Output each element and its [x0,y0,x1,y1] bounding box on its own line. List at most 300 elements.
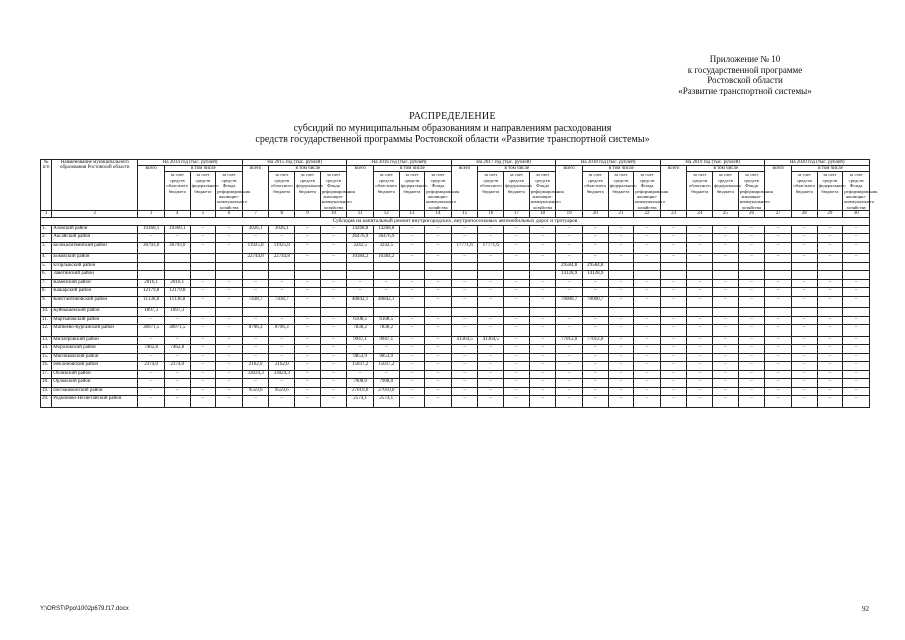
value-cell: – [660,362,687,371]
value-cell [713,271,739,280]
value-cell [451,308,478,317]
value-cell: – [582,345,608,354]
value-cell: – [504,288,530,297]
value-cell: – [687,345,713,354]
value-cell: – [765,325,792,337]
value-cell: – [504,370,530,379]
value-cell: – [216,279,243,288]
value-cell: – [791,370,817,379]
table-row [41,316,870,325]
value-cell: – [425,345,452,354]
value-cell: – [582,387,608,396]
value-cell: – [738,345,765,354]
value-cell: – [634,370,661,379]
value-cell: 33024,3 [269,370,295,379]
value-cell: 10384,2 [347,254,374,263]
value-cell [817,308,843,317]
column-number: 9 [295,211,321,218]
value-cell: – [529,296,556,308]
value-cell: – [738,353,765,362]
value-cell: – [687,387,713,396]
value-cell [242,262,269,271]
value-cell [138,254,165,263]
value-cell: – [478,353,504,362]
value-cell: – [765,336,792,345]
header-num: № п/п [41,160,52,211]
row-number: 16. [41,362,52,371]
value-cell: – [582,379,608,388]
value-cell: – [478,325,504,337]
value-cell: – [190,325,216,337]
value-cell: – [634,387,661,396]
value-cell: – [791,325,817,337]
value-cell: – [478,254,504,263]
value-cell: – [320,370,347,379]
value-cell: – [634,316,661,325]
value-cell: – [608,279,634,288]
value-cell: 2374,0 [164,362,190,371]
value-cell [765,262,792,271]
value-cell: – [269,336,295,345]
value-cell: 11925,8 [269,242,295,254]
value-cell: – [713,225,739,234]
value-cell: – [347,345,374,354]
value-cell: – [713,387,739,396]
value-cell: – [529,396,556,408]
value-cell: – [660,353,687,362]
value-cell: – [164,396,190,408]
column-number: 17 [504,211,530,218]
district-name: Морозовский район [52,345,138,354]
value-cell: 8796,3 [269,325,295,337]
value-cell: 70000,7 [556,296,583,308]
value-cell: – [295,379,321,388]
value-cell: – [320,345,347,354]
header-name: Наименование муниципального образования Ростовской области [52,160,138,211]
value-cell: – [529,242,556,254]
value-cell: – [556,387,583,396]
value-cell: – [451,279,478,288]
value-cell [190,254,216,263]
value-cell: – [817,325,843,337]
value-cell: – [138,370,165,379]
value-cell: – [269,353,295,362]
column-number: 13 [399,211,425,218]
value-cell [190,271,216,280]
value-cell: 3026,1 [242,225,269,234]
value-cell: – [529,254,556,263]
value-cell [269,262,295,271]
header-federal-budget: за счет средств федерального бюджета [399,172,425,211]
value-cell: – [738,325,765,337]
value-cell: – [713,242,739,254]
value-cell: – [504,325,530,337]
column-number: 23 [660,211,687,218]
value-cell [504,271,530,280]
value-cell: 6108,5 [347,316,374,325]
value-cell: 40842,1 [347,296,374,308]
value-cell: – [190,353,216,362]
value-cell: – [608,325,634,337]
district-name: Мартыновский район [52,316,138,325]
value-cell: – [634,234,661,243]
value-cell: – [713,279,739,288]
value-cell: – [529,279,556,288]
value-cell: – [556,325,583,337]
value-cell: – [478,296,504,308]
value-cell: – [634,336,661,345]
appendix-line: «Развитие транспортной системы» [678,85,812,96]
value-cell: – [216,387,243,396]
value-cell: – [269,234,295,243]
value-cell [529,308,556,317]
value-cell: – [216,325,243,337]
value-cell: – [164,387,190,396]
value-cell: – [320,234,347,243]
value-cell: 14268,8 [347,225,374,234]
value-cell: – [765,279,792,288]
value-cell [738,262,765,271]
value-cell: – [608,362,634,371]
value-cell [713,308,739,317]
district-name: Неклиновский район [52,362,138,371]
value-cell: – [425,396,452,408]
value-cell: – [791,296,817,308]
value-cell: 22744,8 [242,254,269,263]
value-cell [478,262,504,271]
value-cell: – [425,225,452,234]
value-cell: – [687,325,713,337]
table-row [41,353,870,362]
value-cell [738,308,765,317]
value-cell: – [320,325,347,337]
value-cell: – [817,370,843,379]
value-cell: – [216,242,243,254]
value-cell: 7838,2 [373,325,399,337]
title-line-3: средств государственной программы Ростовской области «Развитие транспортной системы» [255,134,650,145]
value-cell [347,262,374,271]
value-cell: 36476,9 [373,234,399,243]
value-cell: – [582,370,608,379]
value-cell: – [817,242,843,254]
value-cell: – [634,345,661,354]
value-cell: – [529,370,556,379]
distribution-table [40,159,878,408]
value-cell: – [504,254,530,263]
value-cell: 7908,0 [373,379,399,388]
row-number: 2. [41,234,52,243]
table-row [41,362,870,371]
header-total: всего [138,166,165,211]
value-cell: – [242,396,269,408]
value-cell: – [556,379,583,388]
district-name: Константиновский район [52,296,138,308]
value-cell: – [687,254,713,263]
value-cell: – [425,325,452,337]
value-cell: 9559,6 [269,387,295,396]
value-cell: – [529,353,556,362]
value-cell [791,262,817,271]
value-cell: – [556,225,583,234]
value-cell [347,308,374,317]
value-cell: – [608,379,634,388]
value-cell: – [713,316,739,325]
value-cell: 6108,5 [373,316,399,325]
value-cell: – [738,288,765,297]
value-cell: – [190,279,216,288]
value-cell [164,262,190,271]
value-cell: 7438,7 [242,296,269,308]
value-cell: – [687,362,713,371]
value-cell [791,271,817,280]
value-cell: – [634,242,661,254]
district-name: Родионово-Несветайский район [52,396,138,408]
column-number: 11 [347,211,374,218]
value-cell: – [817,353,843,362]
value-cell: – [582,279,608,288]
value-cell [269,308,295,317]
column-number: 22 [634,211,661,218]
district-name: Боковский район [52,254,138,263]
value-cell: 11136,8 [138,296,165,308]
value-cell: – [451,396,478,408]
value-cell [451,271,478,280]
value-cell: – [504,316,530,325]
value-cell: – [529,345,556,354]
value-cell: – [556,353,583,362]
value-cell: – [478,234,504,243]
value-cell: – [216,345,243,354]
header-total: всего [556,166,583,211]
value-cell: – [738,279,765,288]
page-number: 92 [862,605,869,613]
value-cell: – [634,353,661,362]
value-cell: – [216,296,243,308]
row-number: 9. [41,296,52,308]
value-cell: – [451,225,478,234]
row-number: 14. [41,345,52,354]
header-housing-fund: за счет средств Фонда реформирования жилищно-коммунального хозяйства [844,172,878,210]
value-cell: – [843,288,870,297]
value-cell: – [556,362,583,371]
value-cell: – [791,288,817,297]
value-cell: – [451,234,478,243]
header-housing-fund: за счет средств Фонда реформирования жилищно-коммунального хозяйства [321,172,355,210]
value-cell: – [478,316,504,325]
value-cell: – [164,336,190,345]
column-number: 21 [608,211,634,218]
district-name: Кашарский район [52,288,138,297]
value-cell: – [451,325,478,337]
value-cell: – [713,296,739,308]
header-total: всего [347,166,374,211]
value-cell [608,271,634,280]
value-cell: – [478,288,504,297]
value-cell: – [216,370,243,379]
table-row [41,279,870,288]
value-cell: – [608,387,634,396]
value-cell: – [738,362,765,371]
row-number: 7. [41,279,52,288]
column-number: 5 [190,211,216,218]
value-cell: 38971,5 [164,325,190,337]
value-cell: – [478,379,504,388]
appendix-line: Приложение № 10 [709,54,781,64]
table-row [41,345,870,354]
value-cell: – [634,396,661,408]
header-federal-budget: за счет средств федерального бюджета [608,172,634,211]
value-cell: – [347,279,374,288]
value-cell: – [320,379,347,388]
column-number: 20 [582,211,608,218]
document-title [0,111,905,146]
value-cell: – [320,254,347,263]
value-cell: – [451,362,478,371]
value-cell: 22744,8 [269,254,295,263]
value-cell: – [791,234,817,243]
value-cell: 1897,3 [138,308,165,317]
value-cell: – [425,288,452,297]
value-cell: 12179,8 [164,288,190,297]
appendix-line: к государственной программе [687,64,803,75]
value-cell: – [399,370,425,379]
value-cell [660,271,687,280]
district-name: Куйбышевский район [52,308,138,317]
value-cell: 36476,9 [347,234,374,243]
value-cell: – [791,345,817,354]
value-cell: – [295,387,321,396]
header-housing-fund: за счет средств Фонда реформирования жилищно-коммунального хозяйства [635,172,669,210]
value-cell: – [478,345,504,354]
value-cell: – [817,396,843,408]
value-cell: – [373,288,399,297]
value-cell: – [399,279,425,288]
value-cell: 2574,1 [347,396,374,408]
row-number: 15. [41,353,52,362]
value-cell: 9559,6 [242,387,269,396]
value-cell [190,308,216,317]
value-cell: – [451,254,478,263]
value-cell: – [765,379,792,388]
value-cell: – [608,396,634,408]
value-cell [687,308,713,317]
value-cell: – [660,370,687,379]
value-cell: – [843,234,870,243]
value-cell: – [687,336,713,345]
value-cell: – [765,225,792,234]
header-federal-budget: за счет средств федерального бюджета [295,172,321,211]
value-cell: – [713,325,739,337]
district-name: Заветинский район [52,271,138,280]
district-name: Аксайский район [52,234,138,243]
column-number: 16 [478,211,504,218]
value-cell: 7908,0 [347,379,374,388]
value-cell: – [242,234,269,243]
value-cell: – [320,288,347,297]
value-cell: – [608,242,634,254]
value-cell [216,271,243,280]
row-number: 19. [41,387,52,396]
value-cell: – [765,345,792,354]
value-cell: – [791,279,817,288]
value-cell: – [843,345,870,354]
header-housing-fund: за счет средств Фонда реформирования жилищно-коммунального хозяйства [530,172,564,210]
value-cell: – [843,325,870,337]
header-year: На 2014 год (тыс. рублей) [138,160,243,166]
row-number: 17. [41,370,52,379]
header-including: в том числе [582,166,660,172]
value-cell [190,262,216,271]
row-number: 1. [41,225,52,234]
value-cell: 9853,9 [347,353,374,362]
value-cell: – [687,379,713,388]
value-cell: – [660,279,687,288]
value-cell: – [582,362,608,371]
value-cell: – [269,345,295,354]
value-cell: – [190,370,216,379]
value-cell: – [817,316,843,325]
appendix-line: Ростовской области [707,75,783,85]
value-cell [843,308,870,317]
district-name: Азовский район [52,225,138,234]
value-cell: – [529,316,556,325]
value-cell: – [608,370,634,379]
value-cell [478,308,504,317]
value-cell: – [504,362,530,371]
value-cell: – [295,279,321,288]
value-cell: – [190,296,216,308]
value-cell: – [713,254,739,263]
value-cell: – [529,325,556,337]
header-regional-budget: за счет средств областного бюджета [164,172,190,211]
column-number: 26 [738,211,765,218]
value-cell: – [399,379,425,388]
table-row [41,379,870,388]
value-cell: – [399,396,425,408]
value-cell: – [399,242,425,254]
column-number: 2 [52,211,138,218]
value-cell [478,271,504,280]
row-number: 5. [41,262,52,271]
value-cell: – [582,325,608,337]
value-cell: – [529,234,556,243]
value-cell: 9947,1 [347,336,374,345]
value-cell: 3242,5 [347,242,374,254]
value-cell: – [478,362,504,371]
value-cell: – [425,370,452,379]
value-cell: – [295,396,321,408]
value-cell [843,271,870,280]
value-cell: – [190,362,216,371]
header-year: На 2015 год (тыс. рублей) [242,160,347,166]
value-cell: – [843,370,870,379]
row-number: 18. [41,379,52,388]
header-regional-budget: за счет средств областного бюджета [687,172,713,211]
value-cell: – [295,225,321,234]
value-cell: – [216,225,243,234]
value-cell: – [660,254,687,263]
value-cell: – [738,225,765,234]
value-cell: – [242,379,269,388]
value-cell [817,271,843,280]
value-cell: – [504,336,530,345]
value-cell: 15037,2 [373,362,399,371]
value-cell: – [765,387,792,396]
value-cell: 8796,3 [242,325,269,337]
value-cell: – [504,379,530,388]
value-cell [634,262,661,271]
value-cell: 29584,8 [582,262,608,271]
